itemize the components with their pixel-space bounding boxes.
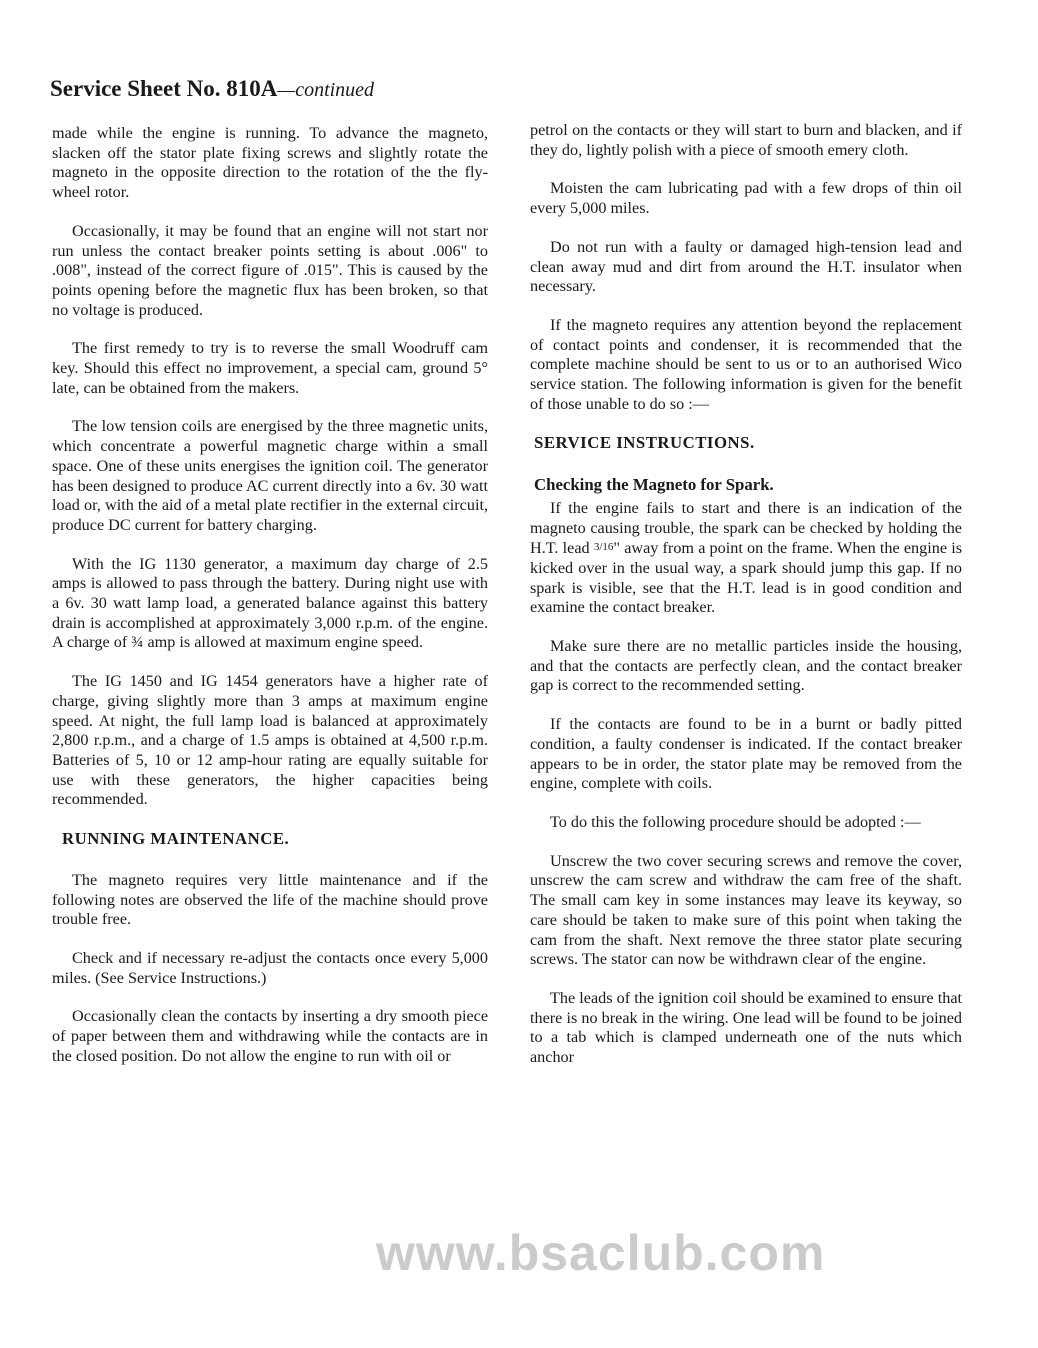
- paragraph: petrol on the contacts or they will start to burn and blacken, and if they do, lightly polish with a piece of smooth emery cloth.: [530, 121, 962, 159]
- fraction: 3/16: [593, 541, 614, 554]
- paragraph: Check and if necessary re-adjust the contacts once every 5,000 miles. (See Service Instructions.): [52, 948, 488, 987]
- paragraph: The leads of the ignition coil should be examined to ensure that there is no break in the wiring. One lead will be found to be joined to a tab which is clamped underneath one of the nuts which anchor: [530, 988, 962, 1067]
- spark-text-before: If the engine fails to start and there is an indication of the magneto causing trouble, the spark can be checked by holding the H.T. lead: [530, 498, 962, 558]
- paragraph: Make sure there are no metallic particles inside the housing, and that the contacts are perfectly clean, and the contact breaker gap is correct to the recommended setting.: [530, 637, 962, 695]
- page-title-main: Service Sheet No. 810A: [50, 76, 278, 101]
- paragraph: Do not run with a faulty or damaged high-tension lead and clean away mud and dirt from around the H.T. insulator when necessary.: [530, 237, 962, 296]
- paragraph: Unscrew the two cover securing screws and remove the cover, unscrew the cam screw and withdraw the cam free of the shaft. The small cam key in some instances may leave its keyway, so care should be taken to make sure of this point when taking the cam from the shaft. Next remove the three stator plate securing screws. The stator can now be withdrawn clear of the engine.: [530, 851, 962, 969]
- paragraph: Occasionally clean the contacts by inserting a dry smooth piece of paper between them and withdrawing while the contacts are in the closed position. Do not allow the engine to run with oil or: [52, 1007, 488, 1065]
- spark-text-after: " away from a point on the frame. When the engine is kicked over in the usual way, a spark should jump this gap. If no spark is visible, see that the H.T. lead is in good condition and examine the contact breaker.: [530, 539, 962, 617]
- section-heading-service-instructions: SERVICE INSTRUCTIONS.: [534, 433, 755, 453]
- left-column: [52, 124, 488, 1085]
- watermark: www.bsaclub.com: [376, 1225, 826, 1281]
- paragraph: The first remedy to try is to reverse the small Woodruff cam key. Should this effect no improvement, a special cam, ground 5° late, can be obtained from the makers.: [52, 339, 488, 397]
- page-title-continued: —continued: [277, 79, 375, 101]
- paragraph-spark-check: [530, 499, 962, 618]
- paragraph: With the IG 1130 generator, a maximum day charge of 2.5 amps is allowed to pass through the battery. During night use with a 6v. 30 watt lamp load, a generated balance against this battery drain is accomplished at approximately 3,000 r.p.m. of the engine. A charge of ¾ amp is allowed at maximum engine speed.: [52, 554, 488, 652]
- section-heading-running-maintenance: RUNNING MAINTENANCE.: [62, 829, 290, 849]
- paragraph: If the magneto requires any attention beyond the replacement of contact points and condenser, it is recommended that the complete machine should be sent to us or to an authorised Wico service station. The following information is given for the benefit of those unable to do so :—: [530, 315, 962, 413]
- right-column: [530, 121, 962, 1087]
- paragraph: made while the engine is running. To advance the magneto, slacken off the stator plate fixing screws and slightly rotate the magneto in the opposite direction to the rotation of the the fly-wheel rotor.: [52, 124, 488, 202]
- paragraph: The low tension coils are energised by the three magnetic units, which concentrate a powerful magnetic charge within a small space. One of these units energises the ignition coil. The generator has been designed to produce AC current directly into a 6v. 30 watt load or, with the aid of a metal plate rectifier in the external circuit, produce DC current for battery charging.: [52, 417, 488, 534]
- paragraph: To do this the following procedure should be adopted :—: [550, 812, 921, 831]
- subheading-checking-spark: Checking the Magneto for Spark.: [534, 475, 774, 495]
- paragraph: The magneto requires very little maintenance and if the following notes are observed the life of the machine should prove trouble free.: [52, 870, 488, 929]
- paragraph: Occasionally, it may be found that an engine will not start nor run unless the contact breaker points setting is about .006" to .008", instead of the correct figure of .015". This is caused by the points opening before the magnetic flux has been broken, so that no voltage is produced.: [52, 221, 488, 319]
- paragraph: The IG 1450 and IG 1454 generators have a higher rate of charge, giving slightly more than 3 amps at maximum engine speed. At night, the full lamp load is balanced at approximately 2,800 r.p.m., and a charge of 1.5 amps is obtained at 4,500 r.p.m. Batteries of 5, 10 or 12 amp-hour rating are equally suitable for use with these generators, the higher capacities being recommended.: [52, 672, 488, 809]
- paragraph: If the contacts are found to be in a burnt or badly pitted condition, a faulty condenser is indicated. If the contact breaker appears to be in order, the stator plate may be removed from the engine, complete with coils.: [530, 715, 962, 793]
- page-title: [50, 76, 374, 102]
- paragraph: Moisten the cam lubricating pad with a few drops of thin oil every 5,000 miles.: [530, 179, 962, 218]
